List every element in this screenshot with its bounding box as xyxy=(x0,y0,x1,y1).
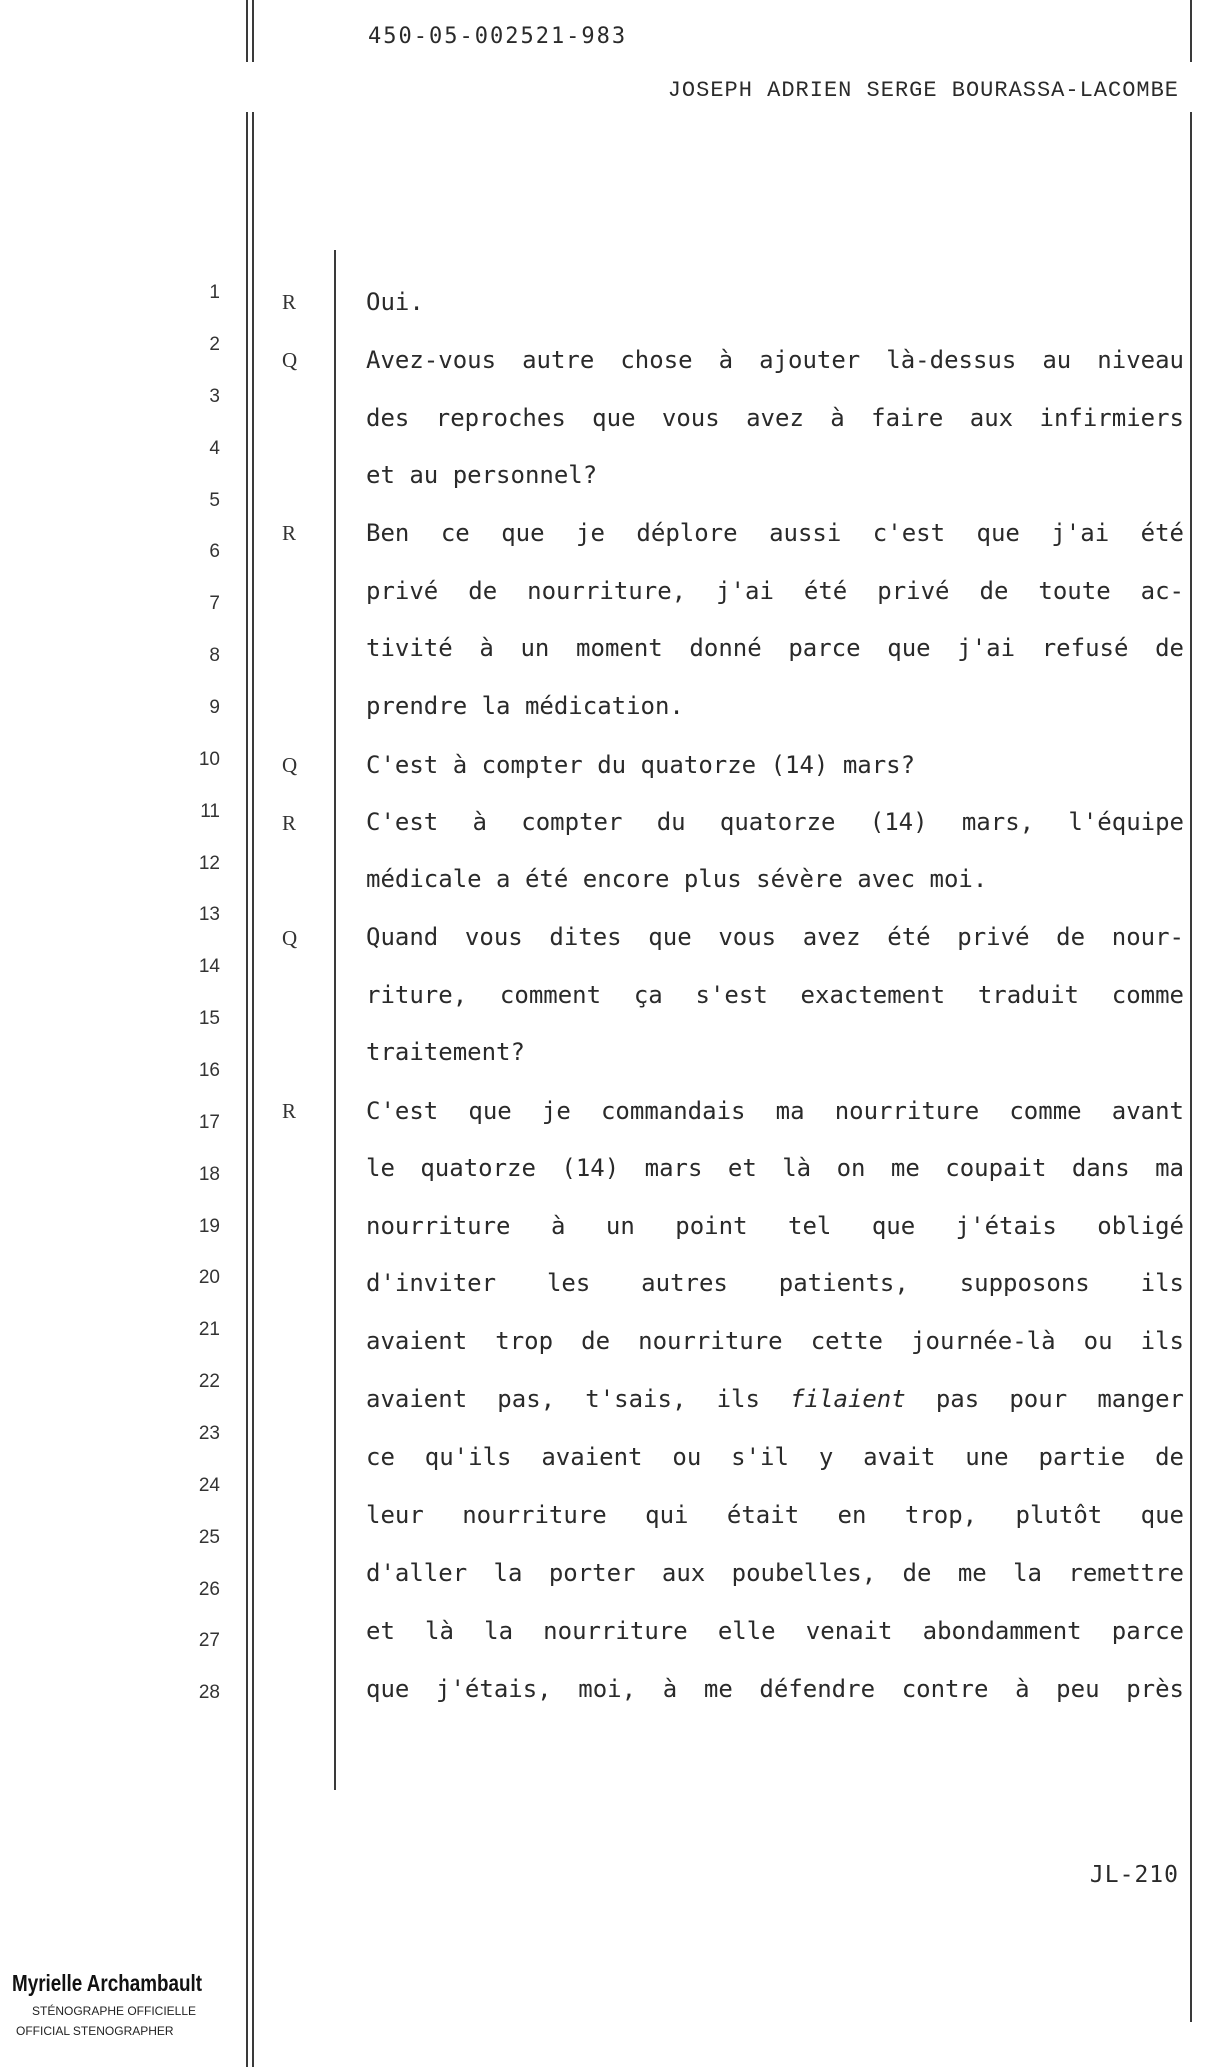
line-number: 24 xyxy=(198,1475,220,1496)
stenographer-title-en: OFFICIAL STENOGRAPHER xyxy=(16,2024,174,2038)
line-number: 7 xyxy=(209,593,220,614)
transcript-line: nourriture à un point tel que j'étais obligé xyxy=(366,1212,1184,1240)
stenographer-title-fr: STÉNOGRAPHE OFFICIELLE xyxy=(32,2004,197,2018)
transcript-line: avaient trop de nourriture cette journée-là ou ils xyxy=(366,1327,1184,1355)
transcript-line: privé de nourriture, j'ai été privé de toute ac- xyxy=(366,577,1184,605)
speaker-answer: R xyxy=(282,811,297,835)
transcript-line: Ben ce que je déplore aussi c'est que j'ai été xyxy=(366,519,1184,547)
transcript-line: avaient pas, t'sais, ils filaient pas pour manger xyxy=(366,1385,1185,1413)
left-margin-rule-1 xyxy=(246,0,248,62)
right-margin-rule-top xyxy=(1190,0,1192,62)
line-number: 17 xyxy=(198,1112,220,1133)
transcript-line: C'est à compter du quatorze (14) mars, l'équipe xyxy=(366,808,1184,836)
line-number: 27 xyxy=(198,1630,220,1651)
left-margin-rule-1-lower xyxy=(246,112,248,2067)
speaker-question: Q xyxy=(282,926,298,950)
line-number: 26 xyxy=(198,1579,220,1600)
transcript-line: d'aller la porter aux poubelles, de me la remettre xyxy=(366,1559,1184,1587)
transcript-line: riture, comment ça s'est exactement traduit comme xyxy=(366,981,1184,1009)
transcript-line: ce qu'ils avaient ou s'il y avait une partie de xyxy=(366,1443,1184,1471)
line-number: 21 xyxy=(198,1319,220,1340)
transcript-line: C'est que je commandais ma nourriture comme avant xyxy=(366,1097,1184,1125)
line-number: 10 xyxy=(198,749,220,770)
line-number: 25 xyxy=(198,1527,220,1548)
page-code: JL-210 xyxy=(1089,1862,1179,1888)
transcript-line: d'inviter les autres patients, supposons ils xyxy=(366,1269,1184,1297)
transcript-line: médicale a été encore plus sévère avec moi. xyxy=(366,865,988,893)
transcript-line: des reproches que vous avez à faire aux infirmiers xyxy=(366,404,1184,432)
transcript-line: le quatorze (14) mars et là on me coupait dans ma xyxy=(366,1154,1184,1182)
line-number: 19 xyxy=(198,1216,220,1237)
speaker-question: Q xyxy=(282,753,298,777)
transcript-line: tivité à un moment donné parce que j'ai refusé de xyxy=(366,634,1184,662)
transcript-line: Quand vous dites que vous avez été privé de nour- xyxy=(366,923,1184,951)
line-number: 4 xyxy=(209,438,220,459)
line-number: 11 xyxy=(200,801,220,822)
transcript-line: traitement? xyxy=(366,1038,525,1066)
line-number: 14 xyxy=(198,956,220,977)
transcript-line: Oui. xyxy=(366,288,424,316)
line-number: 13 xyxy=(198,904,220,925)
witness-name: JOSEPH ADRIEN SERGE BOURASSA-LACOMBE xyxy=(667,78,1179,103)
line-number: 28 xyxy=(198,1682,220,1703)
line-number: 15 xyxy=(198,1008,220,1029)
line-number: 16 xyxy=(198,1060,220,1081)
transcript-line: que j'étais, moi, à me défendre contre à peu près xyxy=(366,1675,1184,1703)
line-number: 23 xyxy=(198,1423,220,1444)
line-number: 1 xyxy=(209,282,220,303)
line-number: 20 xyxy=(198,1267,220,1288)
stenographer-name: Myrielle Archambault xyxy=(12,1970,203,1996)
speaker-answer: R xyxy=(282,521,297,545)
speaker-question: Q xyxy=(282,348,298,372)
transcript-line: leur nourriture qui était en trop, plutôt que xyxy=(366,1501,1184,1529)
speaker-answer: R xyxy=(282,290,297,314)
line-number: 2 xyxy=(209,334,220,355)
left-margin-rule-2 xyxy=(252,0,254,62)
line-number: 22 xyxy=(198,1371,220,1392)
transcript-line: Avez-vous autre chose à ajouter là-dessus au niveau xyxy=(366,346,1184,374)
line-number: 18 xyxy=(198,1164,220,1185)
line-number: 12 xyxy=(198,853,220,874)
transcript-line: et là la nourriture elle venait abondamment parce xyxy=(366,1617,1184,1645)
line-number: 8 xyxy=(209,645,220,666)
line-number: 3 xyxy=(209,386,220,407)
right-margin-rule xyxy=(1190,112,1192,2022)
line-number: 9 xyxy=(209,697,220,718)
line-number: 6 xyxy=(209,541,220,562)
transcript-line: et au personnel? xyxy=(366,461,598,489)
left-margin-rule-2-lower xyxy=(252,112,254,2067)
transcript-line: C'est à compter du quatorze (14) mars? xyxy=(366,751,916,779)
speaker-answer: R xyxy=(282,1099,297,1123)
case-number: 450-05-002521-983 xyxy=(368,24,628,49)
transcript-line: prendre la médication. xyxy=(366,692,684,720)
speaker-column-rule xyxy=(334,250,336,1790)
line-number: 5 xyxy=(209,490,220,511)
